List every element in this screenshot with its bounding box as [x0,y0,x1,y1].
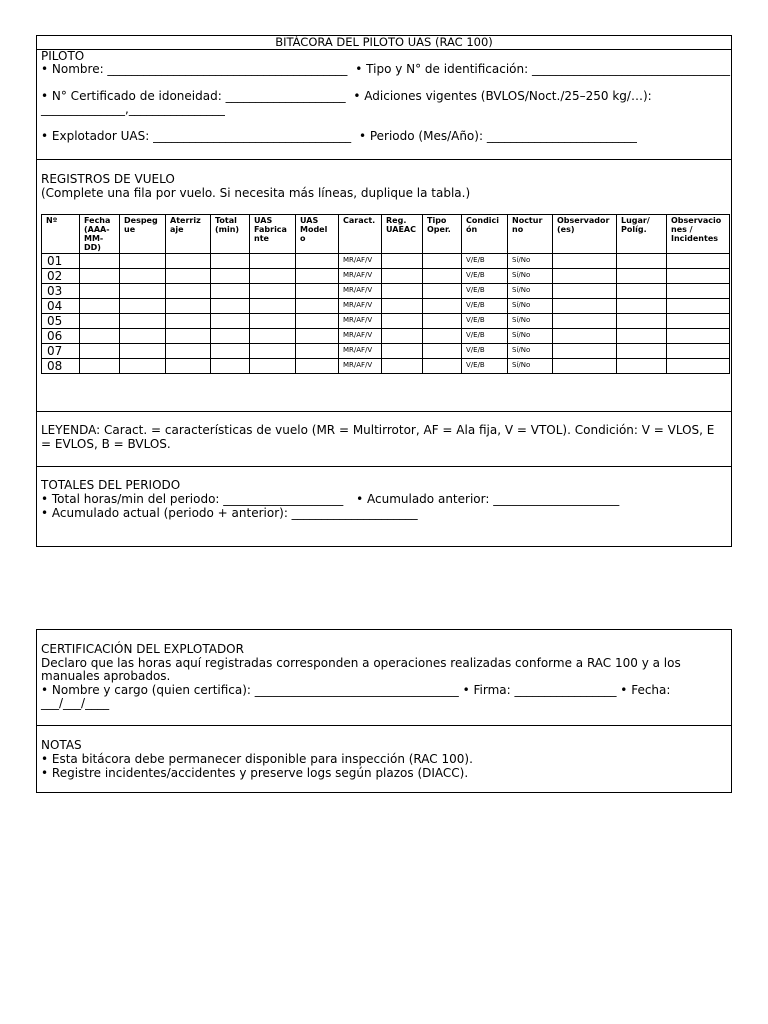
table-cell[interactable] [667,344,730,359]
table-cell[interactable] [166,269,211,284]
table-cell[interactable] [296,344,339,359]
table-cell[interactable] [296,329,339,344]
caract-cell[interactable]: MR/AF/V [339,254,382,269]
row-number: 01 [42,254,80,269]
registros-instructions: (Complete una fila por vuelo. Si necesita más líneas, duplique la tabla.) [41,186,471,200]
table-cell[interactable] [250,329,296,344]
row-number: 03 [42,284,80,299]
table-cell[interactable] [250,359,296,374]
table-row [42,314,730,329]
certification-box [36,629,732,793]
table-cell[interactable] [617,299,667,314]
table-cell[interactable] [120,314,166,329]
table-cell[interactable] [296,314,339,329]
row-number: 04 [42,299,80,314]
table-cell[interactable] [250,299,296,314]
row-number: 08 [42,359,80,374]
nocturno-cell[interactable]: Sí/No [508,329,553,344]
table-cell[interactable] [382,329,423,344]
condicion-cell[interactable]: V/E/B [462,284,508,299]
table-cell[interactable] [553,329,617,344]
table-cell[interactable] [553,359,617,374]
row-number: 06 [42,329,80,344]
table-cell[interactable] [120,344,166,359]
caract-cell[interactable]: MR/AF/V [339,284,382,299]
table-row [42,299,730,314]
column-header: Nº [42,215,80,254]
table-cell[interactable] [120,329,166,344]
table-cell[interactable] [80,254,120,269]
registros-section [37,159,731,411]
adiciones-field[interactable]: • Adiciones vigentes (BVLOS/Noct./25–250 kg/…): [353,89,652,103]
certificado-field[interactable]: • N° Certificado de idoneidad: ____________________ [41,89,346,103]
table-cell[interactable] [211,299,250,314]
table-cell[interactable] [120,254,166,269]
table-cell[interactable] [250,254,296,269]
table-cell[interactable] [296,284,339,299]
piloto-section [37,49,731,159]
column-header: Condici ón [462,215,508,254]
table-cell[interactable] [617,314,667,329]
table-cell[interactable] [617,344,667,359]
nocturno-cell[interactable]: Sí/No [508,254,553,269]
column-header: Despeg ue [120,215,166,254]
table-cell[interactable] [423,254,462,269]
total-periodo-field[interactable]: • Total horas/min del periodo: ____________________ [41,492,344,506]
table-cell[interactable] [553,254,617,269]
table-cell[interactable] [382,284,423,299]
condicion-cell[interactable]: V/E/B [462,329,508,344]
table-row [42,284,730,299]
notas-heading: NOTAS [41,738,82,752]
table-cell[interactable] [80,314,120,329]
table-cell[interactable] [80,329,120,344]
caract-cell[interactable]: MR/AF/V [339,344,382,359]
table-cell[interactable] [80,359,120,374]
totales-row [41,492,727,506]
registros-heading: REGISTROS DE VUELO [41,172,175,186]
table-row [42,359,730,374]
condicion-cell[interactable]: V/E/B [462,359,508,374]
explotador-row [41,130,727,143]
table-cell[interactable] [296,359,339,374]
condicion-cell[interactable]: V/E/B [462,269,508,284]
column-header: UAS Model o [296,215,339,254]
nombre-field[interactable]: • Nombre: ________________________________________ [41,62,348,76]
table-cell[interactable] [667,299,730,314]
table-cell[interactable] [80,344,120,359]
table-cell[interactable] [250,344,296,359]
caract-cell[interactable]: MR/AF/V [339,314,382,329]
piloto-heading: PILOTO [41,49,85,63]
table-cell[interactable] [423,359,462,374]
table-cell[interactable] [211,314,250,329]
table-cell[interactable] [617,254,667,269]
table-cell[interactable] [382,314,423,329]
leyenda-text: LEYENDA: Caract. = características de vuelo (MR = Multirrotor, AF = Ala fija, V = VTOL). Condición: V = VLOS, E = EVLOS, B = BVLOS. [41,423,715,451]
certificacion-heading: CERTIFICACIÓN DEL EXPLOTADOR [41,642,244,656]
table-cell[interactable] [80,284,120,299]
table-cell[interactable] [423,314,462,329]
table-cell[interactable] [553,284,617,299]
nombre-row [41,62,730,76]
table-cell[interactable] [211,329,250,344]
caract-cell[interactable]: MR/AF/V [339,329,382,344]
table-cell[interactable] [80,299,120,314]
table-cell[interactable] [166,344,211,359]
table-cell[interactable] [250,269,296,284]
table-cell[interactable] [423,299,462,314]
table-cell[interactable] [166,329,211,344]
nocturno-cell[interactable]: Sí/No [508,314,553,329]
table-cell[interactable] [423,329,462,344]
column-header: Tipo Oper. [423,215,462,254]
document-title: BITÁCORA DEL PILOTO UAS (RAC 100) [37,36,731,50]
table-cell[interactable] [382,254,423,269]
row-number: 02 [42,269,80,284]
leyenda-section [37,411,731,466]
table-cell[interactable] [382,269,423,284]
table-cell[interactable] [211,359,250,374]
certificacion-section [37,630,731,725]
column-header: Total (min) [211,215,250,254]
table-cell[interactable] [120,284,166,299]
table-cell[interactable] [120,359,166,374]
periodo-field[interactable]: • Periodo (Mes/Año): _________________________ [358,129,637,143]
acumulado-actual-field[interactable]: • Acumulado actual (periodo + anterior): _____________________ [41,506,418,520]
table-cell[interactable] [423,344,462,359]
tipo-id-field[interactable]: • Tipo y N° de identificación: _________________________________ [355,62,730,76]
column-header: Aterriz aje [166,215,211,254]
nocturno-cell[interactable]: Sí/No [508,284,553,299]
table-cell[interactable] [667,359,730,374]
table-cell[interactable] [166,299,211,314]
nota-item-1: • Esta bitácora debe permanecer disponible para inspección (RAC 100). [41,752,473,766]
nocturno-cell[interactable]: Sí/No [508,359,553,374]
table-cell[interactable] [211,269,250,284]
row-number: 07 [42,344,80,359]
table-header-row [42,215,730,254]
totales-section [37,466,731,546]
condicion-cell[interactable]: V/E/B [462,254,508,269]
caract-cell[interactable]: MR/AF/V [339,299,382,314]
table-cell[interactable] [617,329,667,344]
column-header: Observacio nes / Incidentes [667,215,730,254]
column-header: Lugar/ Políg. [617,215,667,254]
table-cell[interactable] [617,284,667,299]
table-row [42,329,730,344]
explotador-field[interactable]: • Explotador UAS: _________________________________ [41,129,352,143]
column-header: Noctur no [508,215,553,254]
nocturno-cell[interactable]: Sí/No [508,269,553,284]
table-cell[interactable] [553,299,617,314]
condicion-cell[interactable]: V/E/B [462,299,508,314]
table-cell[interactable] [617,359,667,374]
table-cell[interactable] [553,269,617,284]
table-cell[interactable] [382,299,423,314]
table-cell[interactable] [667,329,730,344]
table-cell[interactable] [120,269,166,284]
table-cell[interactable] [166,284,211,299]
table-cell[interactable] [382,359,423,374]
flight-log-table [41,214,730,374]
table-cell[interactable] [667,284,730,299]
nota-item-2: • Registre incidentes/accidentes y preserve logs según plazos (DIACC). [41,766,469,780]
adiciones-continuation[interactable]: ______________,________________ [41,102,225,116]
table-cell[interactable] [250,284,296,299]
table-cell[interactable] [80,269,120,284]
table-cell[interactable] [617,269,667,284]
table-cell[interactable] [120,299,166,314]
table-cell[interactable] [296,269,339,284]
table-cell[interactable] [166,359,211,374]
table-cell[interactable] [250,314,296,329]
table-cell[interactable] [553,344,617,359]
table-cell[interactable] [166,314,211,329]
condicion-cell[interactable]: V/E/B [462,344,508,359]
table-cell[interactable] [296,254,339,269]
table-cell[interactable] [211,344,250,359]
column-header: UAS Fabrica nte [250,215,296,254]
table-cell[interactable] [667,314,730,329]
row-number: 05 [42,314,80,329]
nocturno-cell[interactable]: Sí/No [508,299,553,314]
column-header: Fecha (AAA-MM-DD) [80,215,120,254]
pilot-log-form [36,35,732,547]
table-cell[interactable] [296,299,339,314]
acumulado-anterior-field[interactable]: • Acumulado anterior: _____________________ [356,492,620,506]
totales-heading: TOTALES DEL PERIODO [41,478,181,492]
table-row [42,344,730,359]
caract-cell[interactable]: MR/AF/V [339,359,382,374]
table-cell[interactable] [166,254,211,269]
table-cell[interactable] [211,254,250,269]
notas-section [37,725,731,792]
table-row [42,254,730,269]
table-cell[interactable] [667,254,730,269]
column-header: Caract. [339,215,382,254]
table-cell[interactable] [423,269,462,284]
certificacion-text: Declaro que las horas aquí registradas corresponden a operaciones realizadas conforme a RAC 100 y a los manuales aprobados. [41,655,681,683]
certificacion-signature-line[interactable]: • Nombre y cargo (quien certifica): __________________________________ • Firma: _________________ • Fecha: ___/___/____ [41,682,671,710]
condicion-cell[interactable]: V/E/B [462,314,508,329]
column-header: Reg. UAEAC [382,215,423,254]
column-header: Observador (es) [553,215,617,254]
table-cell[interactable] [553,314,617,329]
caract-cell[interactable]: MR/AF/V [339,269,382,284]
table-cell[interactable] [382,344,423,359]
table-cell[interactable] [211,284,250,299]
table-cell[interactable] [423,284,462,299]
nocturno-cell[interactable]: Sí/No [508,344,553,359]
table-cell[interactable] [667,269,730,284]
table-row [42,269,730,284]
